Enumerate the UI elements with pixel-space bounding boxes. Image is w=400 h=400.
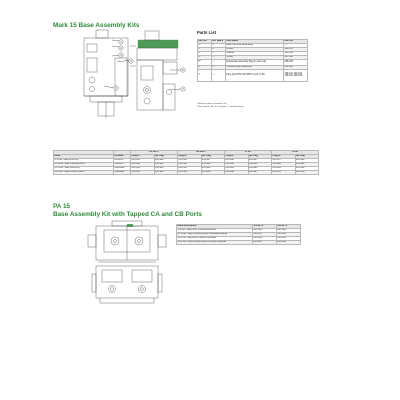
table-cell: 3C & 3D: Side ports only <box>54 166 114 170</box>
table-header-cell: No Plug <box>201 154 225 158</box>
table-cell: 235-960 <box>295 158 319 162</box>
table-cell: — <box>212 55 226 59</box>
table-cell: 235-302 <box>131 162 155 166</box>
table-cell: 235-949 <box>154 158 178 162</box>
table-cell: 235-948 <box>154 170 178 174</box>
table-cell: 235-949 <box>201 170 225 174</box>
table-cell: 3A & 3B: Side & bottom ports <box>54 170 114 174</box>
table-cell: 1 * <box>198 47 212 51</box>
table-header-cell: Plug-in <box>272 154 296 158</box>
table-cell: — <box>284 43 308 47</box>
table-cell: common <box>114 162 131 166</box>
table-header-cell: 1/4 NPTF <box>131 151 178 155</box>
table-cell: 3C & 3D: Side & bottom ports <box>54 162 114 166</box>
table-header-cell: No Plug <box>295 154 319 158</box>
table-cell: — <box>212 70 226 81</box>
table-header-cell: No Plug <box>248 154 272 158</box>
table-header-cell: Exhaust <box>114 154 131 158</box>
table-cell: 235-403 <box>277 236 301 240</box>
table-cell: 235-305 <box>178 166 202 170</box>
table-cell: 235-405 <box>253 240 277 244</box>
table-header-cell: Plug-in <box>178 154 202 158</box>
table-cell: 235-987 <box>248 170 272 174</box>
table-cell: 235-303 <box>284 66 308 70</box>
table-cell: Conduit Cover Assembly <box>226 66 284 70</box>
table-cell: 3 * <box>198 55 212 59</box>
table-cell: Nameplate Assembly Plug-in units only <box>226 59 284 65</box>
callout-2: 2 <box>120 47 122 50</box>
table-cell: 2 * <box>198 51 212 55</box>
table-header-cell: No. Req'd <box>212 40 226 44</box>
table-cell: 235-911 <box>225 166 249 170</box>
table-cell: 2 <box>212 47 226 51</box>
table-cell: 235-898 <box>225 170 249 174</box>
table-cell: 235-488 <box>277 228 301 232</box>
table-cell: Base (not sold separately) <box>226 43 284 47</box>
table-cell: 235-944 <box>201 162 225 166</box>
table-header-cell: Base <box>54 154 114 158</box>
table-cell: 7 <box>198 70 212 81</box>
table-header-cell: 1/4 NPTF <box>253 225 277 229</box>
table-cell: 120-170 <box>284 47 308 51</box>
table-cell: 235-402 <box>253 236 277 240</box>
table-cell: — <box>198 43 212 47</box>
table-cell: Screw <box>226 47 284 51</box>
pa15-base-kit-table <box>176 224 301 245</box>
table-cell: 235-946 <box>225 158 249 162</box>
table-cell: 235-961 <box>248 166 272 170</box>
parts-list-heading: Parts List <box>197 30 217 35</box>
table-cell: 235-947 <box>272 158 296 162</box>
callout-1: 1 <box>120 41 122 44</box>
table-cell: Screw <box>226 55 284 59</box>
table-row <box>54 170 319 174</box>
table-cell: 235-870 <box>272 170 296 174</box>
table-header-cell: 3/8 NPTF <box>277 225 301 229</box>
table-cell: 128-101 126-102 128-181 128-198 <box>284 70 308 81</box>
table-row <box>198 70 308 81</box>
table-header-cell: Part No. <box>284 40 308 44</box>
table-cell: — <box>212 59 226 65</box>
table-cell: 235-354 <box>131 158 155 162</box>
table-cell: 235-957 <box>248 158 272 162</box>
table-cell: 235-962 <box>295 162 319 166</box>
table-cell: — <box>212 43 226 47</box>
table-header-cell: Plug-in <box>225 154 249 158</box>
table-cell: Plug 1/4 NPTF 3/8 NPTF G 1/4 G 3/8 <box>226 70 284 81</box>
table-header-cell: Ref. No. <box>198 40 212 44</box>
table-cell: 235-019 <box>284 59 308 65</box>
table-header-cell: Plug-in <box>131 154 155 158</box>
table-cell: 235-944 <box>154 166 178 170</box>
table-header-cell: Base Description <box>177 225 253 229</box>
callout-7: 7 <box>182 88 184 91</box>
table-cell: 235-913 <box>272 166 296 170</box>
table-cell: individual <box>114 170 131 174</box>
table-row <box>177 240 301 244</box>
table-cell: — <box>212 51 226 55</box>
table-header-cell: 3/8 NPTF <box>178 151 225 155</box>
table-cell: 235-363 <box>178 170 202 174</box>
table-cell: 235-303 <box>178 162 202 166</box>
table-cell: 3A & 3B: Side ports, common exhaust <box>177 236 253 240</box>
table-cell: 235-464 <box>277 232 301 236</box>
parts-footnotes <box>197 103 312 108</box>
pa15-subtitle: Base Assembly Kit with Tapped CA and CB Ports <box>53 211 202 218</box>
table-header-cell: G 3/8 <box>272 151 319 155</box>
table-header-cell: No Plug <box>154 154 178 158</box>
table-cell: 235-910 <box>225 162 249 166</box>
table-cell: 235-966 <box>295 170 319 174</box>
table-header-cell: Part Name <box>226 40 284 44</box>
mark15-title: Mark 15 Base Assembly Kits <box>53 22 140 29</box>
table-cell: 3C & 3D: Side & bottom ports, individual exhaust <box>177 232 253 236</box>
table-cell: 127-060 <box>284 55 308 59</box>
pa15-title: PA 15 <box>53 203 71 210</box>
table-cell: 235-304 <box>131 166 155 170</box>
table-cell: 235-955 <box>248 162 272 166</box>
callout-6: 6 <box>115 87 117 90</box>
table-cell: 235-355 <box>178 158 202 162</box>
table-cell: 235-908 <box>272 162 296 166</box>
table-cell: — <box>212 66 226 70</box>
table-cell: 235-964 <box>295 166 319 170</box>
table-cell: 235-942 <box>154 162 178 166</box>
parts-list-table <box>197 39 308 82</box>
table-cell: 235-362 <box>131 170 155 174</box>
table-cell: 235-957 <box>201 158 225 162</box>
table-cell: common <box>114 158 131 162</box>
table-cell: 235-457 <box>253 232 277 236</box>
table-cell: 6 * <box>198 66 212 70</box>
table-cell: 3A & 3D: Side & bottom ports, common exhaust <box>177 240 253 244</box>
table-cell: 3/ & 3B: Side ports only <box>54 158 114 162</box>
table-cell: 235-945 <box>201 166 225 170</box>
footnote: *Indicates parts included in kit. <box>197 103 227 105</box>
table-cell: 235-486 <box>253 228 277 232</box>
callout-4: 4 <box>130 60 132 63</box>
table-cell: 235-466 <box>277 240 301 244</box>
callout-3: 3 <box>120 54 122 57</box>
base-kit-table <box>53 150 319 175</box>
footnote: †Not used on 3A, 3C, plug-less - consult factory. <box>197 105 244 108</box>
table-cell: Washer <box>226 51 284 55</box>
table-header-cell: G 1/4 <box>225 151 272 155</box>
table-cell: 3/ & 3B: Side ports, individual exhaust <box>177 228 253 232</box>
callout-5: 5 <box>182 69 184 72</box>
table-cell: 5 * <box>198 59 212 65</box>
table-cell: 126-160 <box>284 51 308 55</box>
table-cell: individual <box>114 166 131 170</box>
